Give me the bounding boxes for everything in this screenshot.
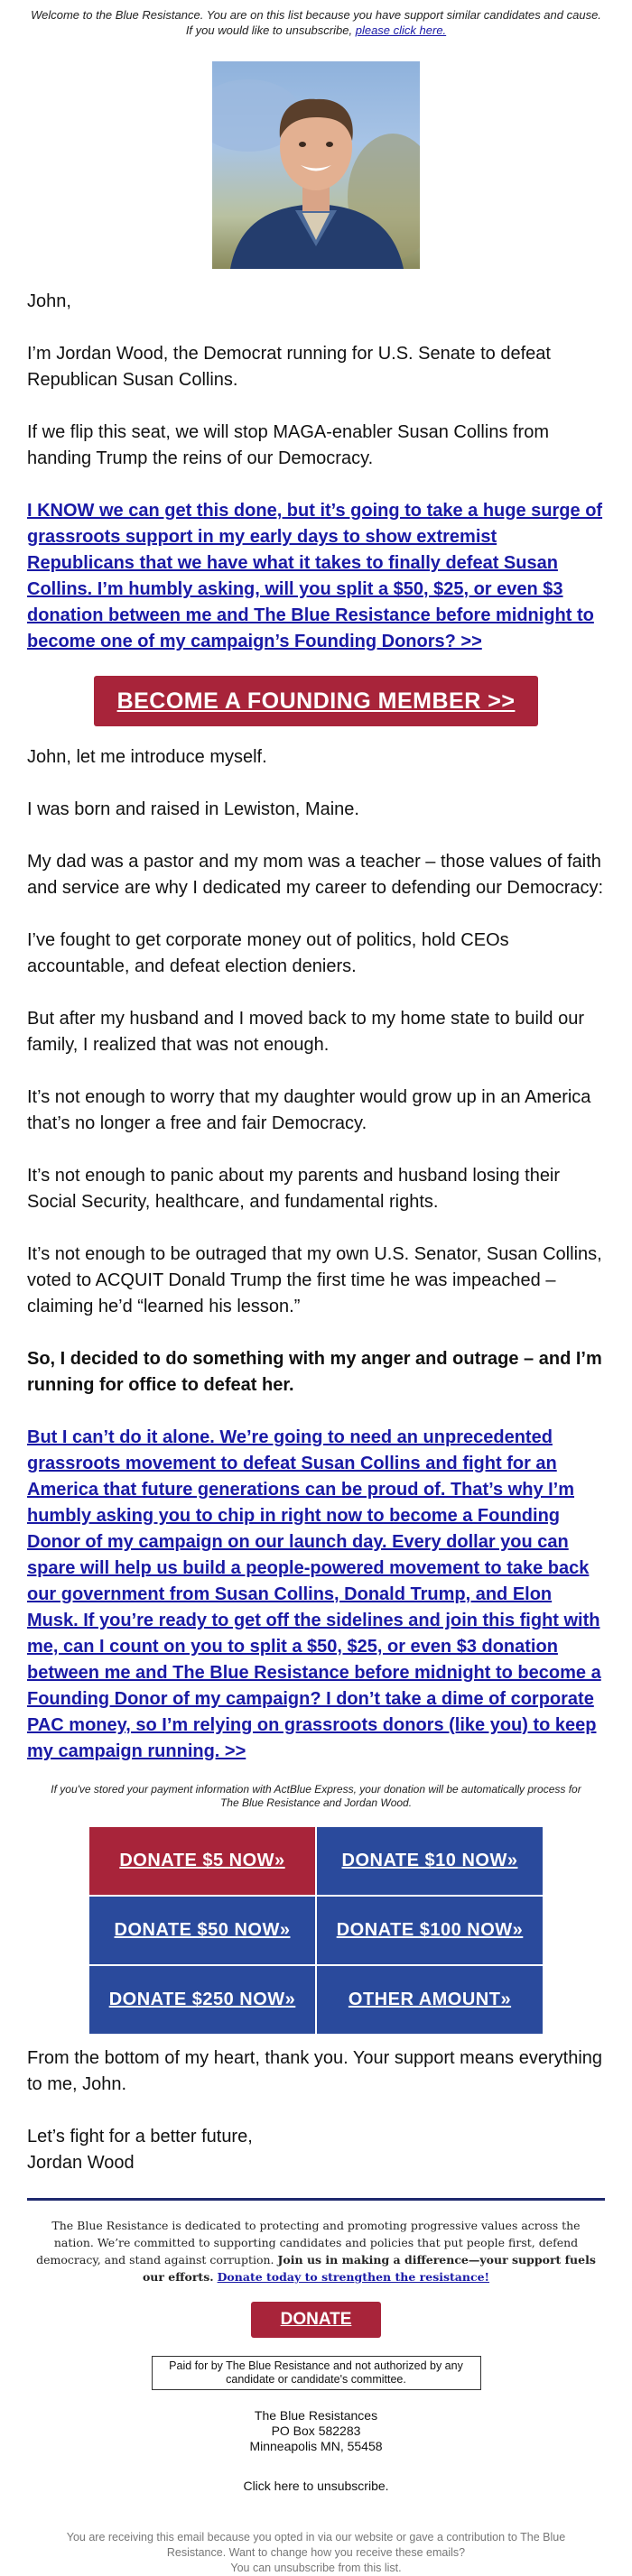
city-line: Minneapolis MN, 55458 — [249, 2439, 383, 2453]
donate-50-button[interactable]: DONATE $50 NOW» — [88, 1896, 316, 1965]
footer-divider — [27, 2198, 605, 2201]
welcome-notice — [27, 0, 605, 38]
mission-bold-text: Join us in making a difference—your support fuels our efforts. — [142, 2253, 596, 2284]
actblue-note: If you've stored your payment information with ActBlue Express, your donation will be automatically process for The Blue Resistance and Jordan Wood. — [51, 1783, 581, 1809]
social-security-paragraph: It’s not enough to panic about my parents and husband losing their Social Security, healthcare, and fundamental rights. — [27, 1166, 561, 1212]
parents-paragraph: My dad was a pastor and my mom was a teacher – those values of faith and service are why I dedicated my career to defending our Democracy: — [27, 852, 604, 898]
unsubscribe-link[interactable]: Click here to unsubscribe. — [243, 2479, 389, 2493]
signature: Jordan Wood — [27, 2153, 135, 2173]
daughter-paragraph: It’s not enough to worry that my daughter would grow up in an America that’s no longer a free and fair Democracy. — [27, 1087, 591, 1133]
flip-seat-paragraph: If we flip this seat, we will stop MAGA-enabler Susan Collins from handing Trump the reins of our Democracy. — [27, 422, 549, 468]
mission-text: The Blue Resistance is dedicated to protecting and promoting progressive values across the nation. We’re committed to supporting candidates and policies that put people first, defend democracy, and stand against corruption. — [36, 2219, 581, 2267]
donate-button[interactable]: DONATE — [251, 2302, 381, 2338]
mission-statement — [34, 2217, 598, 2285]
welcome-text: Welcome to the Blue Resistance. You are on this list because you have support similar candidates and cause. If you would like to unsubscribe, — [31, 8, 601, 37]
fought-paragraph: I’ve fought to get corporate money out of politics, hold CEOs accountable, and defeat election deniers. — [27, 930, 509, 976]
unsubscribe-top-link[interactable]: please click here. — [355, 23, 447, 37]
chip-in-link[interactable]: But I can’t do it alone. We’re going to need an unprecedented grassroots movement to defeat Susan Collins and fight for an America that future generations can be proud of. That’s why I’m humbly asking you to chip in right now to become a Founding Donor of my campaign on our launch day. Every dollar you can spare will help us build a people-powered movement to take back our government from Susan Collins, Donald Trump, and Elon Musk. If you’re ready to get off the sidelines and join this fight with me, can I count on you to split a $50, $25, or even $3 donation between me and The Blue Resistance before midnight to become a Founding Donor of my campaign? I don’t take a dime of corporate PAC money, so I’m relying on grassroots donors (like you) to keep my campaign running. >> — [27, 1427, 601, 1761]
po-box: PO Box 582283 — [271, 2424, 361, 2438]
intro-paragraph: I’m Jordan Wood, the Democrat running for U.S. Senate to defeat Republican Susan Collins. — [27, 344, 551, 390]
org-name: The Blue Resistances — [254, 2408, 378, 2423]
greeting: John, — [27, 291, 71, 311]
donate-100-button[interactable]: DONATE $100 NOW» — [316, 1896, 544, 1965]
candidate-photo — [212, 61, 420, 269]
introduce-paragraph: John, let me introduce myself. — [27, 747, 267, 767]
mailing-address — [27, 2408, 605, 2454]
donate-today-link[interactable]: Donate today to strengthen the resistance! — [217, 2270, 490, 2284]
thanks-paragraph: From the bottom of my heart, thank you. Your support means everything to me, John. — [27, 2048, 603, 2094]
email-body — [27, 0, 605, 2576]
become-founding-member-button[interactable]: BECOME A FOUNDING MEMBER >> — [94, 676, 538, 726]
donate-10-button[interactable]: DONATE $10 NOW» — [316, 1826, 544, 1896]
donate-250-button[interactable]: DONATE $250 NOW» — [88, 1965, 316, 2035]
donate-grid — [88, 1826, 544, 2035]
optin-notice — [36, 2530, 596, 2576]
running-paragraph: So, I decided to do something with my anger and outrage – and I’m running for office to defeat her. — [27, 1349, 602, 1395]
paid-for-disclaimer: Paid for by The Blue Resistance and not authorized by any candidate or candidate's committee. — [152, 2356, 481, 2390]
optin-text: You are receiving this email because you opted in via our website or gave a contribution to The Blue Resistance. Want to change how you receive these emails? — [66, 2531, 566, 2559]
husband-paragraph: But after my husband and I moved back to my home state to build our family, I realized that was not enough. — [27, 1009, 585, 1055]
can-unsubscribe-text[interactable]: You can unsubscribe from this list. — [230, 2562, 402, 2574]
candidate-portrait-image — [212, 61, 420, 269]
founding-donor-link[interactable]: I KNOW we can get this done, but it’s going to take a huge surge of grassroots support in my early days to show extremist Republicans that we have what it takes to finally defeat Susan Collins. I’m humbly asking, will you split a $50, $25, or even $3 donation between me and The Blue Resistance before midnight to become one of my campaign’s Founding Donors? >> — [27, 501, 603, 651]
acquit-paragraph: It’s not enough to be outraged that my own U.S. Senator, Susan Collins, voted to ACQUIT Donald Trump the first time he was impeached – claiming he’d “learned his lesson.” — [27, 1244, 602, 1316]
born-raised-paragraph: I was born and raised in Lewiston, Maine. — [27, 799, 359, 819]
other-amount-button[interactable]: OTHER AMOUNT» — [316, 1965, 544, 2035]
donate-5-button[interactable]: DONATE $5 NOW» — [88, 1826, 316, 1896]
fight-line: Let’s fight for a better future, — [27, 2127, 253, 2147]
